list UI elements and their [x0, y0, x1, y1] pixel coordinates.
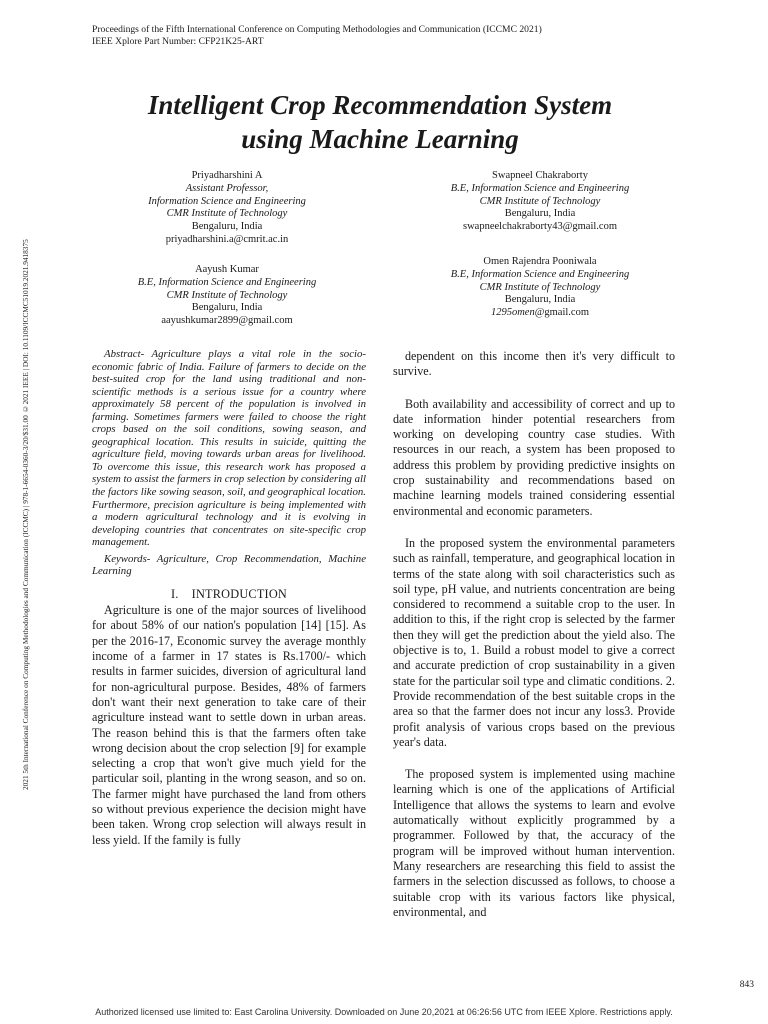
author-email[interactable]: aayushkumar2899@gmail.com: [161, 315, 293, 327]
author-dept: Information Science and Engineering: [148, 195, 306, 207]
author-name: Aayush Kumar: [195, 264, 259, 275]
author-city: Bengaluru, India: [191, 221, 263, 233]
author-name: Omen Rajendra Pooniwala: [483, 256, 597, 267]
author-city: Bengaluru, India: [191, 302, 263, 314]
page-number: 843: [739, 980, 754, 990]
author-name: Priyadharshini A: [191, 170, 263, 181]
author-block-2: [405, 170, 675, 234]
paper-title-line1: Intelligent Crop Recommendation System: [147, 90, 613, 120]
author-role: B.E, Information Science and Engineering: [450, 182, 630, 194]
conference-header-line1: Proceedings of the Fifth International Conference on Computing Methodologies and Communication (ICCMC 2021): [92, 24, 542, 35]
author-block-3: [92, 264, 362, 328]
author-role: Assistant Professor,: [185, 182, 269, 194]
paper-title-line2: using Machine Learning: [241, 124, 519, 154]
paper-title: [80, 88, 680, 156]
author-institute: CMR Institute of Technology: [166, 208, 288, 220]
author-email[interactable]: priyadharshini.a@cmrit.ac.in: [165, 233, 289, 245]
author-institute: CMR Institute of Technology: [479, 195, 601, 207]
author-role: B.E, Information Science and Engineering: [137, 276, 317, 288]
paragraph-machine-learning: The proposed system is implemented using machine learning which is one of the applications of Artificial Intelligence that allows the systems to learn and evolve automatically without explicitly programmed by a programmer. Followed by that, the accuracy of the program will be improved without human intervention. Many researchers are researching this field to assist the farmers in the selection discussed as follows, to choose a suitable crop with its various factors like physical, environmental, and: [393, 767, 675, 919]
author-email[interactable]: swapneelchakraborty43@gmail.com: [463, 221, 617, 233]
author-block-1: [92, 170, 362, 247]
abstract: Abstract- Agriculture plays a vital role in the socio-economic fabric of India. Failure of farmers to decide on the best-suited crop for the land using traditional and non-scientific methods is a serious issue for a country where approximately 58 percent of the population is involved in farming. Sometimes farmers were failed to choose the right crops based on the soil conditions, sowing season, and geographical location. This results in suicide, quitting the agriculture field, moving towards urban areas for livelihood. To overcome this issue, this research work has proposed a system to assist the farmers in crop selection by considering all the factors like sowing season, soil, and geographical location. Furthermore, precision agriculture is being implemented with a modern agricultural technology and it is evolving in developing countries that concentrates on site-specific crop management.: [92, 348, 366, 549]
conference-header: [92, 24, 542, 47]
author-name: Swapneel Chakraborty: [492, 170, 588, 181]
left-column: [92, 348, 366, 848]
paragraph-information: Both availability and accessibility of correct and up to date information hinder potential researchers from working on developing country case studies. With resources in our reach, a system has been proposed to address this problem by providing predictive insights on crop sustainability and recommendations based on machine learning models trained considering essential environmental and economic parameters.: [393, 396, 675, 518]
author-block-4: [405, 256, 675, 320]
author-institute: CMR Institute of Technology: [479, 281, 601, 293]
author-city: Bengaluru, India: [504, 208, 576, 220]
author-email-user: 1295omen: [490, 307, 535, 319]
author-role: B.E, Information Science and Engineering: [450, 268, 630, 280]
paragraph-proposed-system: In the proposed system the environmental parameters such as rainfall, temperature, and geographical location in terms of the state along with soil characteristics such as soil type, pH value, and nutrients concentration are being considered to recommend a suitable crop to the user. In addition to this, if the right crop is selected by the farmer then they will get the prediction about the yield also. The objective is to, 1. Build a robust model to give a correct and accurate prediction of crop sustainability in a given state for the particular soil type and climatic conditions. 2. Provide recommendation of the best suitable crops in the area so that the farmer does not incur any loss3. Provide profit analysis of various crops based on the previous year's data.: [393, 535, 675, 749]
author-email[interactable]: [405, 307, 675, 320]
paragraph-continuation: dependent on this income then it's very difficult to survive.: [393, 349, 675, 379]
conference-header-line2: IEEE Xplore Part Number: CFP21K25-ART: [92, 35, 264, 47]
license-footer: Authorized licensed use limited to: East Carolina University. Downloaded on June 20,2021 at 06:26:56 UTC from IEEE Xplore. Restrictions apply.: [95, 1007, 673, 1017]
section-heading-introduction: I. INTRODUCTION: [171, 586, 287, 601]
author-email-domain: @gmail.com: [534, 307, 590, 319]
author-institute: CMR Institute of Technology: [166, 289, 288, 301]
author-city: Bengaluru, India: [504, 294, 576, 306]
doi-sidebar: 2021 5th International Conference on Computing Methodologies and Communication (ICCMC) | 978-1-6654-0360-3/20/$31.00 ©2021 IEEE | DOI: 10.1109/ICCMC51019.2021.9418375: [21, 239, 30, 791]
right-column: [393, 349, 675, 920]
intro-paragraph: Agriculture is one of the major sources of livelihood for about 58% of our nation's population [14] [15]. As per the 2016-17, Economic survey the average monthly income of a farmer in 17 states is Rs.1700/- which results in farmer suicides, diversion of agricultural land for non-agricultural purpose. Besides, 48% of farmers don't want their next generation to take care of their agriculture instead want to settle down in urban areas. The reason behind this is that the farmers often take wrong decision about the crop selection [9] for example selecting a crop that won't give much yield for the particular soil, planting in the wrong season, and so on. The farmer might have purchased the land from others so without previous experience the decision might have been taken. Wrong crop selection will always result in less yield. If the family is fully: [92, 603, 366, 847]
keywords: Keywords- Agriculture, Crop Recommendation, Machine Learning: [92, 552, 366, 578]
